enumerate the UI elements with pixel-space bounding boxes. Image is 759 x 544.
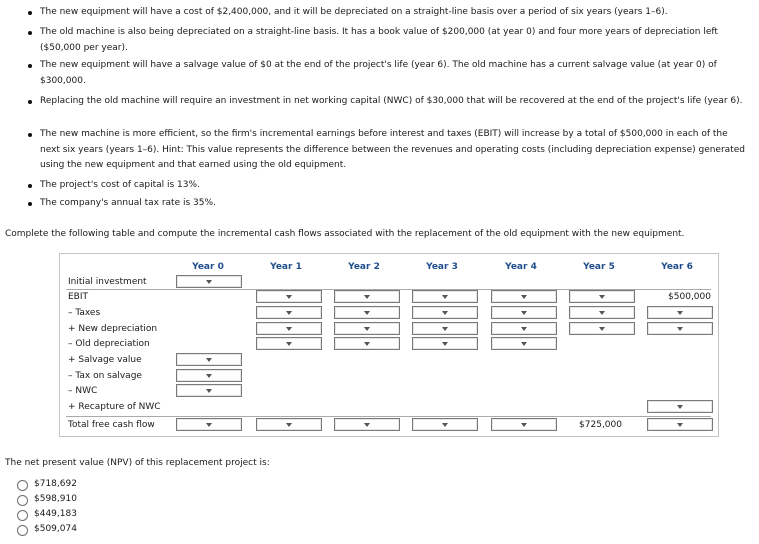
dropdown-arrow-icon bbox=[364, 342, 370, 346]
dropdown-arrow-icon bbox=[677, 423, 683, 427]
dropdown-total-fcf-y0[interactable] bbox=[176, 418, 242, 431]
dropdown-taxes-y1[interactable] bbox=[256, 306, 322, 319]
col-header-year-5: Year 5 bbox=[583, 262, 615, 272]
dropdown-arrow-icon bbox=[677, 327, 683, 331]
dropdown-taxes-y2[interactable] bbox=[334, 306, 400, 319]
dropdown-arrow-icon bbox=[206, 358, 212, 362]
row-label-total-free-cash-flow: Total free cash flow bbox=[68, 420, 155, 430]
col-header-year-0: Year 0 bbox=[192, 262, 224, 272]
total-fcf-y5-value: $725,000 bbox=[579, 420, 622, 430]
dropdown-arrow-icon bbox=[442, 327, 448, 331]
dropdown-arrow-icon bbox=[521, 327, 527, 331]
dropdown-old-dep-y2[interactable] bbox=[334, 337, 400, 350]
bullet-item: The new equipment will have a salvage value of $0 at the end of the project's life (year 6). The old machine has a current salvage value (at year 0) of $300,000. bbox=[40, 58, 745, 89]
dropdown-ebit-y5[interactable] bbox=[569, 290, 635, 303]
dropdown-total-fcf-y6[interactable] bbox=[647, 418, 713, 431]
row-label-initial-investment: Initial investment bbox=[68, 277, 147, 287]
row-label-nwc: – NWC bbox=[68, 386, 98, 396]
row-label-ebit: EBIT bbox=[68, 292, 89, 302]
row-divider bbox=[66, 416, 711, 417]
dropdown-total-fcf-y3[interactable] bbox=[412, 418, 478, 431]
ebit-y6-value: $500,000 bbox=[668, 292, 711, 302]
dropdown-ebit-y3[interactable] bbox=[412, 290, 478, 303]
bullet-dot-icon bbox=[28, 64, 32, 68]
col-header-year-6: Year 6 bbox=[661, 262, 693, 272]
bullet-dot-icon bbox=[28, 31, 32, 35]
dropdown-nwc-y0[interactable] bbox=[176, 384, 242, 397]
instruction-text: Complete the following table and compute the incremental cash flows associated with the replacement of the old equipment with the new equipment. bbox=[5, 229, 685, 239]
bullet-item: The new machine is more efficient, so the firm's incremental earnings before interest and taxes (EBIT) will increase by a total of $500,000 in each of the next six years (years 1–6). Hint: This value represents the difference between the revenues and operating costs (including depreciation expense) generated using the new equipment and that earned using the old equipment. bbox=[40, 127, 745, 174]
dropdown-arrow-icon bbox=[521, 342, 527, 346]
dropdown-arrow-icon bbox=[364, 311, 370, 315]
dropdown-taxes-y6[interactable] bbox=[647, 306, 713, 319]
dropdown-arrow-icon bbox=[677, 311, 683, 315]
dropdown-new-dep-y2[interactable] bbox=[334, 322, 400, 335]
dropdown-new-dep-y4[interactable] bbox=[491, 322, 557, 335]
dropdown-total-fcf-y4[interactable] bbox=[491, 418, 557, 431]
npv-question: The net present value (NPV) of this replacement project is: bbox=[5, 458, 270, 468]
dropdown-arrow-icon bbox=[206, 423, 212, 427]
dropdown-arrow-icon bbox=[206, 280, 212, 284]
dropdown-arrow-icon bbox=[206, 389, 212, 393]
col-header-year-1: Year 1 bbox=[270, 262, 302, 272]
dropdown-arrow-icon bbox=[286, 327, 292, 331]
dropdown-arrow-icon bbox=[442, 295, 448, 299]
dropdown-ebit-y4[interactable] bbox=[491, 290, 557, 303]
dropdown-taxes-y4[interactable] bbox=[491, 306, 557, 319]
row-label-old-depreciation: – Old depreciation bbox=[68, 339, 150, 349]
dropdown-arrow-icon bbox=[364, 295, 370, 299]
dropdown-taxes-y3[interactable] bbox=[412, 306, 478, 319]
dropdown-arrow-icon bbox=[599, 295, 605, 299]
bullet-item: The old machine is also being depreciated on a straight-line basis. It has a book value of $200,000 (at year 0) and four more years of depreciation left ($50,000 per year). bbox=[40, 25, 745, 56]
dropdown-old-dep-y4[interactable] bbox=[491, 337, 557, 350]
dropdown-old-dep-y3[interactable] bbox=[412, 337, 478, 350]
bullet-dot-icon bbox=[28, 133, 32, 137]
col-header-year-4: Year 4 bbox=[505, 262, 537, 272]
cash-flow-table bbox=[59, 253, 719, 437]
bullet-dot-icon bbox=[28, 202, 32, 206]
dropdown-new-dep-y6[interactable] bbox=[647, 322, 713, 335]
dropdown-arrow-icon bbox=[442, 311, 448, 315]
dropdown-arrow-icon bbox=[364, 423, 370, 427]
dropdown-new-dep-y5[interactable] bbox=[569, 322, 635, 335]
radio-button[interactable] bbox=[17, 525, 28, 536]
dropdown-arrow-icon bbox=[286, 295, 292, 299]
dropdown-ebit-y2[interactable] bbox=[334, 290, 400, 303]
dropdown-arrow-icon bbox=[599, 327, 605, 331]
bullet-item: The new equipment will have a cost of $2,400,000, and it will be depreciated on a straight-line basis over a period of six years (years 1–6). bbox=[40, 5, 745, 21]
dropdown-arrow-icon bbox=[364, 327, 370, 331]
bullet-item: Replacing the old machine will require an investment in net working capital (NWC) of $30,000 that will be recovered at the end of the project's life (year 6). bbox=[40, 94, 745, 110]
bullet-item: The company's annual tax rate is 35%. bbox=[40, 196, 745, 212]
dropdown-ebit-y1[interactable] bbox=[256, 290, 322, 303]
dropdown-arrow-icon bbox=[521, 311, 527, 315]
dropdown-arrow-icon bbox=[521, 423, 527, 427]
bullet-dot-icon bbox=[28, 11, 32, 15]
dropdown-taxes-y5[interactable] bbox=[569, 306, 635, 319]
dropdown-old-dep-y1[interactable] bbox=[256, 337, 322, 350]
dropdown-arrow-icon bbox=[677, 405, 683, 409]
dropdown-total-fcf-y1[interactable] bbox=[256, 418, 322, 431]
dropdown-arrow-icon bbox=[286, 342, 292, 346]
row-label-tax-on-salvage: – Tax on salvage bbox=[68, 371, 142, 381]
dropdown-new-dep-y3[interactable] bbox=[412, 322, 478, 335]
radio-button[interactable] bbox=[17, 510, 28, 521]
radio-button[interactable] bbox=[17, 495, 28, 506]
bullet-dot-icon bbox=[28, 100, 32, 104]
dropdown-arrow-icon bbox=[599, 311, 605, 315]
bullet-dot-icon bbox=[28, 184, 32, 188]
dropdown-arrow-icon bbox=[521, 295, 527, 299]
dropdown-arrow-icon bbox=[286, 311, 292, 315]
row-label-recapture-nwc: + Recapture of NWC bbox=[68, 402, 161, 412]
bullet-item: The project's cost of capital is 13%. bbox=[40, 178, 745, 194]
dropdown-new-dep-y1[interactable] bbox=[256, 322, 322, 335]
col-header-year-2: Year 2 bbox=[348, 262, 380, 272]
dropdown-arrow-icon bbox=[206, 374, 212, 378]
dropdown-arrow-icon bbox=[442, 423, 448, 427]
dropdown-recapture-nwc-y6[interactable] bbox=[647, 400, 713, 413]
dropdown-salvage-value-y0[interactable] bbox=[176, 353, 242, 366]
dropdown-arrow-icon bbox=[442, 342, 448, 346]
dropdown-arrow-icon bbox=[286, 423, 292, 427]
row-label-new-depreciation: + New depreciation bbox=[68, 324, 158, 334]
dropdown-tax-on-salvage-y0[interactable] bbox=[176, 369, 242, 382]
row-label-salvage-value: + Salvage value bbox=[68, 355, 142, 365]
dropdown-total-fcf-y2[interactable] bbox=[334, 418, 400, 431]
col-header-year-3: Year 3 bbox=[426, 262, 458, 272]
radio-button[interactable] bbox=[17, 480, 28, 491]
row-label-taxes: – Taxes bbox=[68, 308, 101, 318]
dropdown-initial-investment-y0[interactable] bbox=[176, 275, 242, 288]
